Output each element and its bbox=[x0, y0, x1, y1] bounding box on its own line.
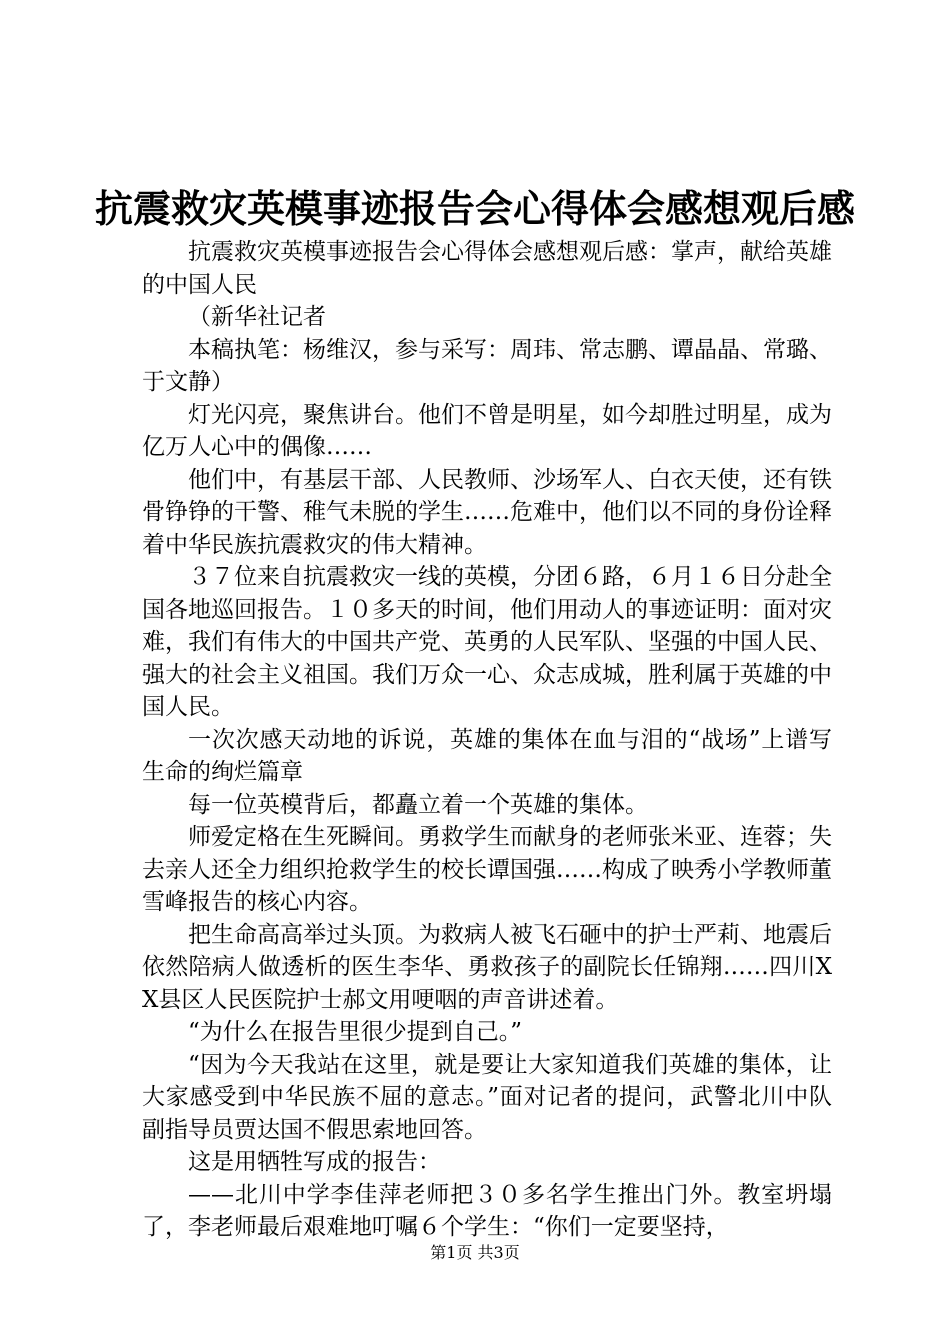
document-title: 抗震救灾英模事迹报告会心得体会感想观后感 bbox=[94, 186, 855, 231]
paragraph: “因为今天我站在这里，就是要让大家知道我们英雄的集体，让大家感受到中华民族不屈的意志。”面对记者的提问，武警北川中队副指导员贾达国不假思索地回答。 bbox=[142, 1051, 832, 1143]
paragraph: 把生命高高举过头顶。为救病人被飞石砸中的护士严莉、地震后依然陪病人做透析的医生李华、勇救孩子的副院长任锦翔……四川XX县区人民医院护士郝文用哽咽的声音讲述着。 bbox=[142, 921, 832, 1013]
paragraph: “为什么在报告里很少提到自己。” bbox=[188, 1019, 523, 1045]
paragraph: （新华社记者 bbox=[188, 304, 326, 330]
paragraph: 一次次感天动地的诉说，英雄的集体在血与泪的“战场”上谱写生命的绚烂篇章 bbox=[142, 726, 832, 785]
paragraph: 每一位英模背后，都矗立着一个英雄的集体。 bbox=[188, 791, 648, 818]
paragraph: 这是用牺牲写成的报告： bbox=[188, 1149, 441, 1175]
page-footer: 第1页 共3页 bbox=[430, 1243, 520, 1262]
paragraph: 师爱定格在生死瞬间。勇救学生而献身的老师张米亚、连蓉；失去亲人还全力组织抢救学生的校长谭国强……构成了映秀小学教师董雪峰报告的核心内容。 bbox=[142, 824, 832, 915]
paragraph: ３７位来自抗震救灾一线的英模，分团６路，６月１６日分赴全国各地巡回报告。１０多天的时间，他们用动人的事迹证明：面对灾难，我们有伟大的中国共产党、英勇的人民军队、坚强的中国人民、强大的社会主义祖国。我们万众一心、众志成城，胜利属于英雄的中国人民。 bbox=[142, 564, 832, 720]
paragraph: 他们中，有基层干部、人民教师、沙场军人、白衣天使，还有铁骨铮铮的干警、稚气未脱的学生……危难中，他们以不同的身份诠释着中华民族抗震救灾的伟大精神。 bbox=[142, 466, 832, 558]
document-body bbox=[142, 236, 832, 1244]
paragraph: 本稿执笔：杨维汉，参与采写：周玮、常志鹏、谭晶晶、常璐、于文静） bbox=[142, 336, 832, 395]
paragraph: ——北川中学李佳萍老师把３０多名学生推出门外。教室坍塌了，李老师最后艰难地叮嘱６个学生：“你们一定要坚持， bbox=[142, 1181, 832, 1240]
paragraph: 抗震救灾英模事迹报告会心得体会感想观后感：掌声，献给英雄的中国人民 bbox=[142, 239, 832, 298]
paragraph: 灯光闪亮，聚焦讲台。他们不曾是明星，如今却胜过明星，成为亿万人心中的偶像…… bbox=[142, 401, 832, 460]
